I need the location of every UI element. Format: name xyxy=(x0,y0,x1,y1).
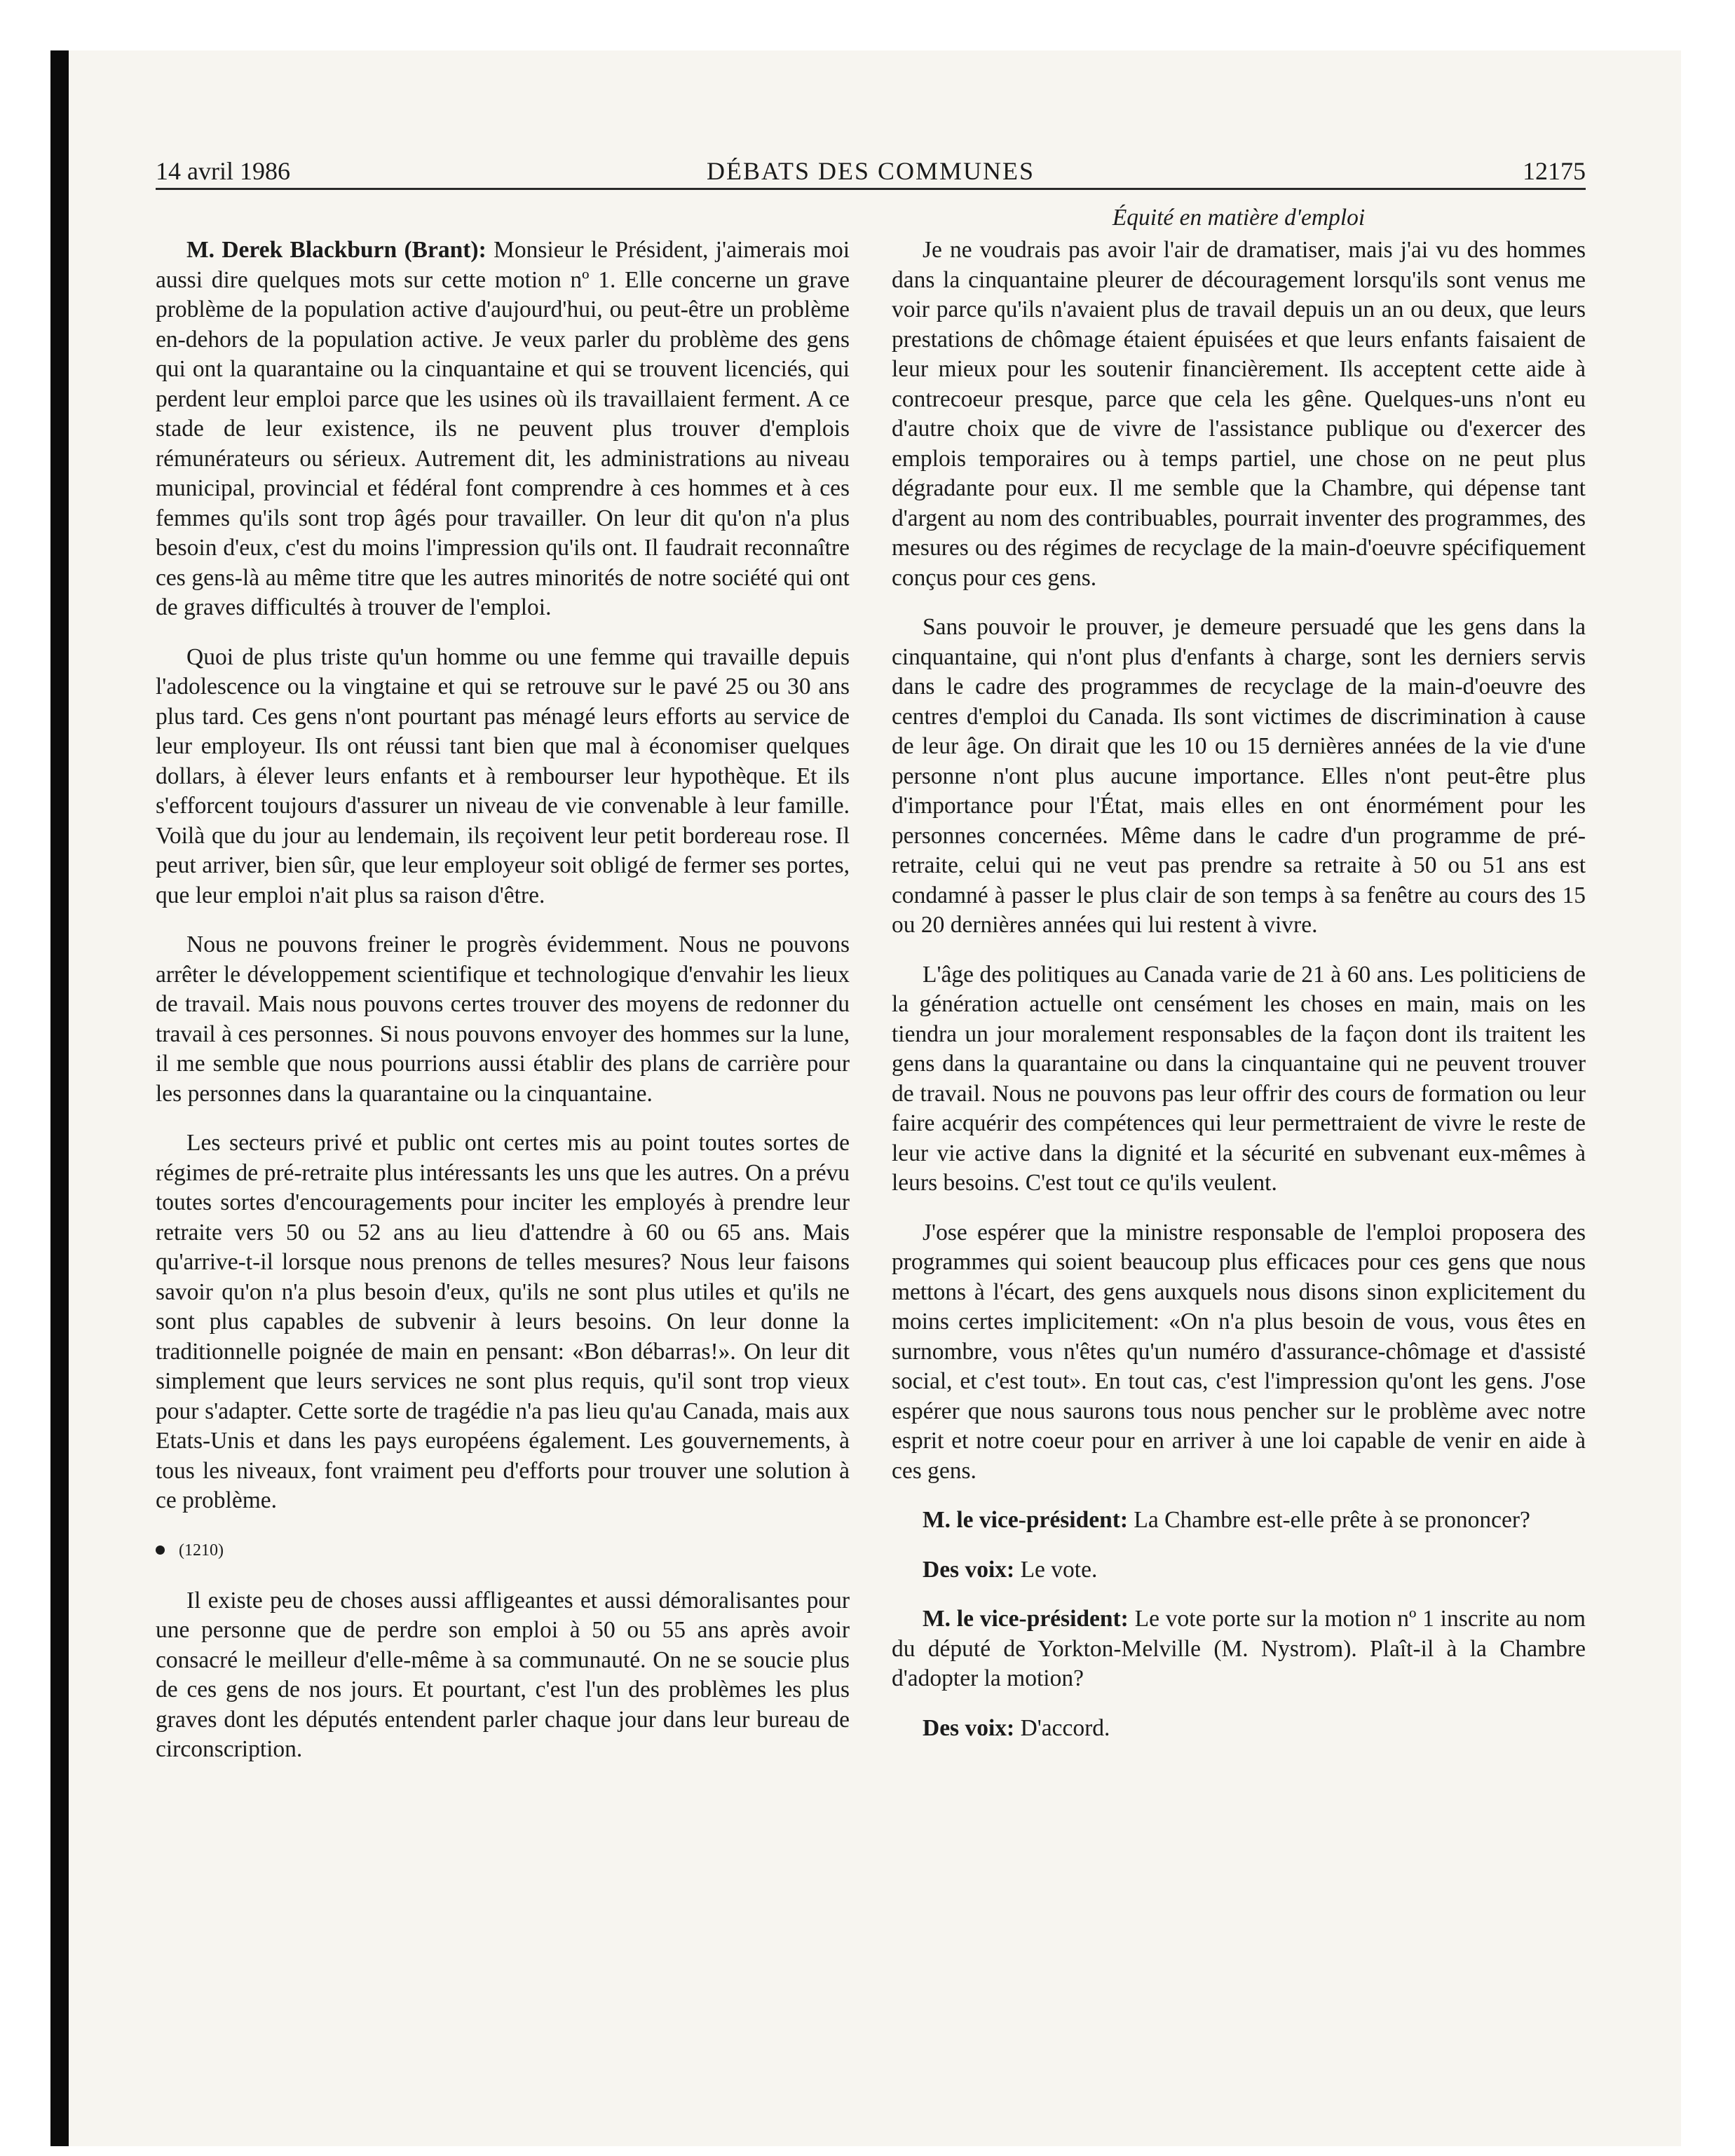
paragraph xyxy=(892,1506,1586,1536)
section-subhead: Équité en matière d'emploi xyxy=(1112,205,1366,231)
paragraph: Les secteurs privé et public ont certes mis au point toutes sortes de régimes de pré-retraite plus intéressants les uns que les autres. On a prévu toutes sortes d'encouragements pour inciter les employés à prendre leur retraite vers 50 ou 52 ans au lieu d'attendre à 60 ou 65 ans. Mais qu'arrive-t-il lorsque nous prenons de telles mesures? Nous leur faisons savoir qu'on n'a plus besoin d'eux, qu'ils ne sont plus utiles et qu'ils ne sont plus capables de subvenir à leurs besoins. On leur donne la traditionnelle poignée de main en pensant: «Bon débarras!». On leur dit simplement que leurs services ne sont plus requis, qu'il sont trop vieux pour s'adapter. Cette sorte de tragédie n'a pas lieu qu'au Canada, mais aux Etats-Unis et dans les pays européens également. Les gouvernements, à tous les niveaux, font vraiment peu d'efforts pour trouver une solution à ce problème. xyxy=(156,1130,850,1513)
speaker-name: Des voix: xyxy=(923,1556,1015,1583)
paragraph xyxy=(892,1604,1586,1694)
paragraph: Je ne voudrais pas avoir l'air de dramatiser, mais j'ai vu des hommes dans la cinquantaine pleurer de découragement lorsqu'ils sont venus me voir parce qu'ils n'avaient plus de travail depuis un an ou deux, que leurs prestations de chômage étaient épuisées et que leurs enfants faisaient de leur mieux pour les soutenir financièrement. Ils acceptent cette aide à contrecoeur presque, parce que cela les gêne. Quelques-uns n'ont eu d'autre choix que de vivre de l'assistance publique ou d'exercer des emplois temporaires ou à temps partiel, une chose on ne peut plus dégradante pour eux. Il me semble que la Chambre, qui dépense tant d'argent au nom des contribuables, pourrait inventer des programmes, des mesures ou des régimes de recyclage de la main-d'oeuvre spécifiquement conçus pour ces gens. xyxy=(892,237,1586,591)
speaker-name: M. le vice-président: xyxy=(923,1606,1129,1632)
paragraph: Il existe peu de choses aussi affligeantes et aussi démoralisantes pour une personne que de perdre son emploi à 50 ou 55 ans après avoir consacré le meilleur d'elle-même à sa communauté. On ne se soucie plus de ces gens de nos jours. Et pourtant, c'est l'un des problèmes les plus graves dont les députés entendent parler chaque jour dans leur bureau de circonscription. xyxy=(156,1587,850,1762)
header-title: DÉBATS DES COMMUNES xyxy=(706,157,1035,185)
paragraph xyxy=(892,1714,1586,1744)
paragraph: Nous ne pouvons freiner le progrès évidemment. Nous ne pouvons arrêter le développement scientifique et technologique d'envahir les lieux de travail. Mais nous pouvons certes trouver des moyens de redonner du travail à ces personnes. Si nous pouvons envoyer des hommes sur la lune, il me semble que nous pourrions aussi établir des plans de carrière pour les personnes dans la quarantaine ou la cinquantaine. xyxy=(156,932,850,1107)
paragraph: Sans pouvoir le prouver, je demeure persuadé que les gens dans la cinquantaine, qui n'ont plus d'enfants à charge, sont les derniers servis dans le cadre des programmes de recyclage de la main-d'oeuvre des centres d'emploi du Canada. Ils sont victimes de discrimination à cause de leur âge. On dirait que les 10 ou 15 dernières années de la vie d'une personne n'ont plus aucune importance. Elles n'ont peut-être plus d'importance pour l'État, mais elles en ont énormément pour les personnes concernées. Même dans le cadre d'un programme de pré-retraite, celui qui ne veut pas prendre sa retraite à 50 ou 51 ans est condamné à passer le plus clair de son temps à sa fenêtre au cours des 15 ou 20 dernières années qui lui restent à vivre. xyxy=(892,614,1586,938)
speech-text: D'accord. xyxy=(1014,1714,1110,1741)
speaker-name: M. le vice-président: xyxy=(923,1507,1129,1533)
paragraph: Quoi de plus triste qu'un homme ou une femme qui travaille depuis l'adolescence ou la vingtaine et qui se retrouve sur le pavé 25 ou 30 ans plus tard. Ces gens n'ont pourtant pas ménagé leurs efforts au service de leur employeur. Ils ont réussi tant bien que mal à économiser quelques dollars, à élever leurs enfants et à rembourser leur hypothèque. Et ils s'efforcent toujours d'assurer un niveau de vie convenable à leur famille. Voilà que du jour au lendemain, ils reçoivent leur petit bordereau rose. Il peut arriver, bien sûr, que leur employeur soit obligé de fermer ses portes, que leur emploi n'ait plus sa raison d'être. xyxy=(156,643,850,908)
speech-text: Le vote porte sur la motion nº 1 inscrite au nom du député de Yorkton-Melville (M. Nystrom). Plaît-il à la Chambre d'adopter la motion? xyxy=(892,1606,1586,1691)
time-marker-text: (1210) xyxy=(179,1541,224,1560)
left-column xyxy=(156,203,850,1785)
speech-text: La Chambre est-elle prête à se prononcer? xyxy=(1128,1507,1530,1533)
bullet-icon xyxy=(156,1546,165,1555)
right-column xyxy=(892,203,1586,1763)
speaker-name: M. Derek Blackburn (Brant): xyxy=(186,237,487,263)
speaker-name: Des voix: xyxy=(923,1714,1015,1741)
header-rule xyxy=(156,188,1586,190)
paragraph: L'âge des politiques au Canada varie de 21 à 60 ans. Les politiciens de la génération actuelle ont censément les choses en main, mais on les tiendra un jour moralement responsables de la façon dont ils traitent les gens dans la quarantaine ou dans la cinquantaine qui ne peuvent trouver de travail. Nous ne pouvons pas leur offrir des cours de formation ou leur faire acquérir des compétences qui leur permettraient de vivre le reste de leur vie active dans la dignité et la sécurité en subvenant eux-mêmes à leurs besoins. C'est tout ce qu'ils veulent. xyxy=(892,961,1586,1196)
speech-text: Monsieur le Président, j'aimerais moi aussi dire quelques mots sur cette motion nº 1. Elle concerne un grave problème de la population active d'aujourd'hui, ou peut-être un problème en-dehors de la population active. Je veux parler du problème des gens qui ont la quarantaine ou la cinquantaine et qui se trouvent licenciés, qui perdent leur emploi parce que les usines où ils travaillaient ferment. A ce stade de leur existence, ils ne peuvent plus trouver d'emplois rémunérateurs ou sérieux. Autrement dit, les administrations au niveau municipal, provincial et fédéral font comprendre à ces hommes et à ces femmes qu'ils sont trop âgés pour travailler. On leur dit qu'on n'a plus besoin d'eux, c'est du moins l'impression qu'ils ont. Il faudrait reconnaître ces gens-là au même titre que les autres minorités de notre société qui ont de graves difficultés à trouver de l'emploi. xyxy=(156,237,850,620)
speech-text: Le vote. xyxy=(1014,1556,1098,1583)
header-date: 14 avril 1986 xyxy=(156,157,290,185)
paragraph: J'ose espérer que la ministre responsable de l'emploi proposera des programmes qui soient beaucoup plus efficaces pour ces gens que nous mettons à l'écart, des gens auxquels nous disons sinon explicitement du moins certes implicitement: «On n'a plus besoin de vous, vous êtes en surnombre, vous n'êtes qu'un numéro d'assurance-chômage et d'assisté social, et c'est tout». En tout cas, c'est l'impression qu'ont les gens. J'ose espérer que nous saurons tous nous pencher sur le problème avec notre esprit et notre coeur pour en arriver à une loi capable de venir en aide à ces gens. xyxy=(892,1219,1586,1484)
paragraph xyxy=(156,236,850,623)
scan-edge-bar xyxy=(50,50,69,2146)
page-header xyxy=(156,154,1586,196)
paragraph xyxy=(892,1555,1586,1585)
header-page-number: 12175 xyxy=(1523,157,1586,185)
time-marker xyxy=(156,1536,850,1565)
